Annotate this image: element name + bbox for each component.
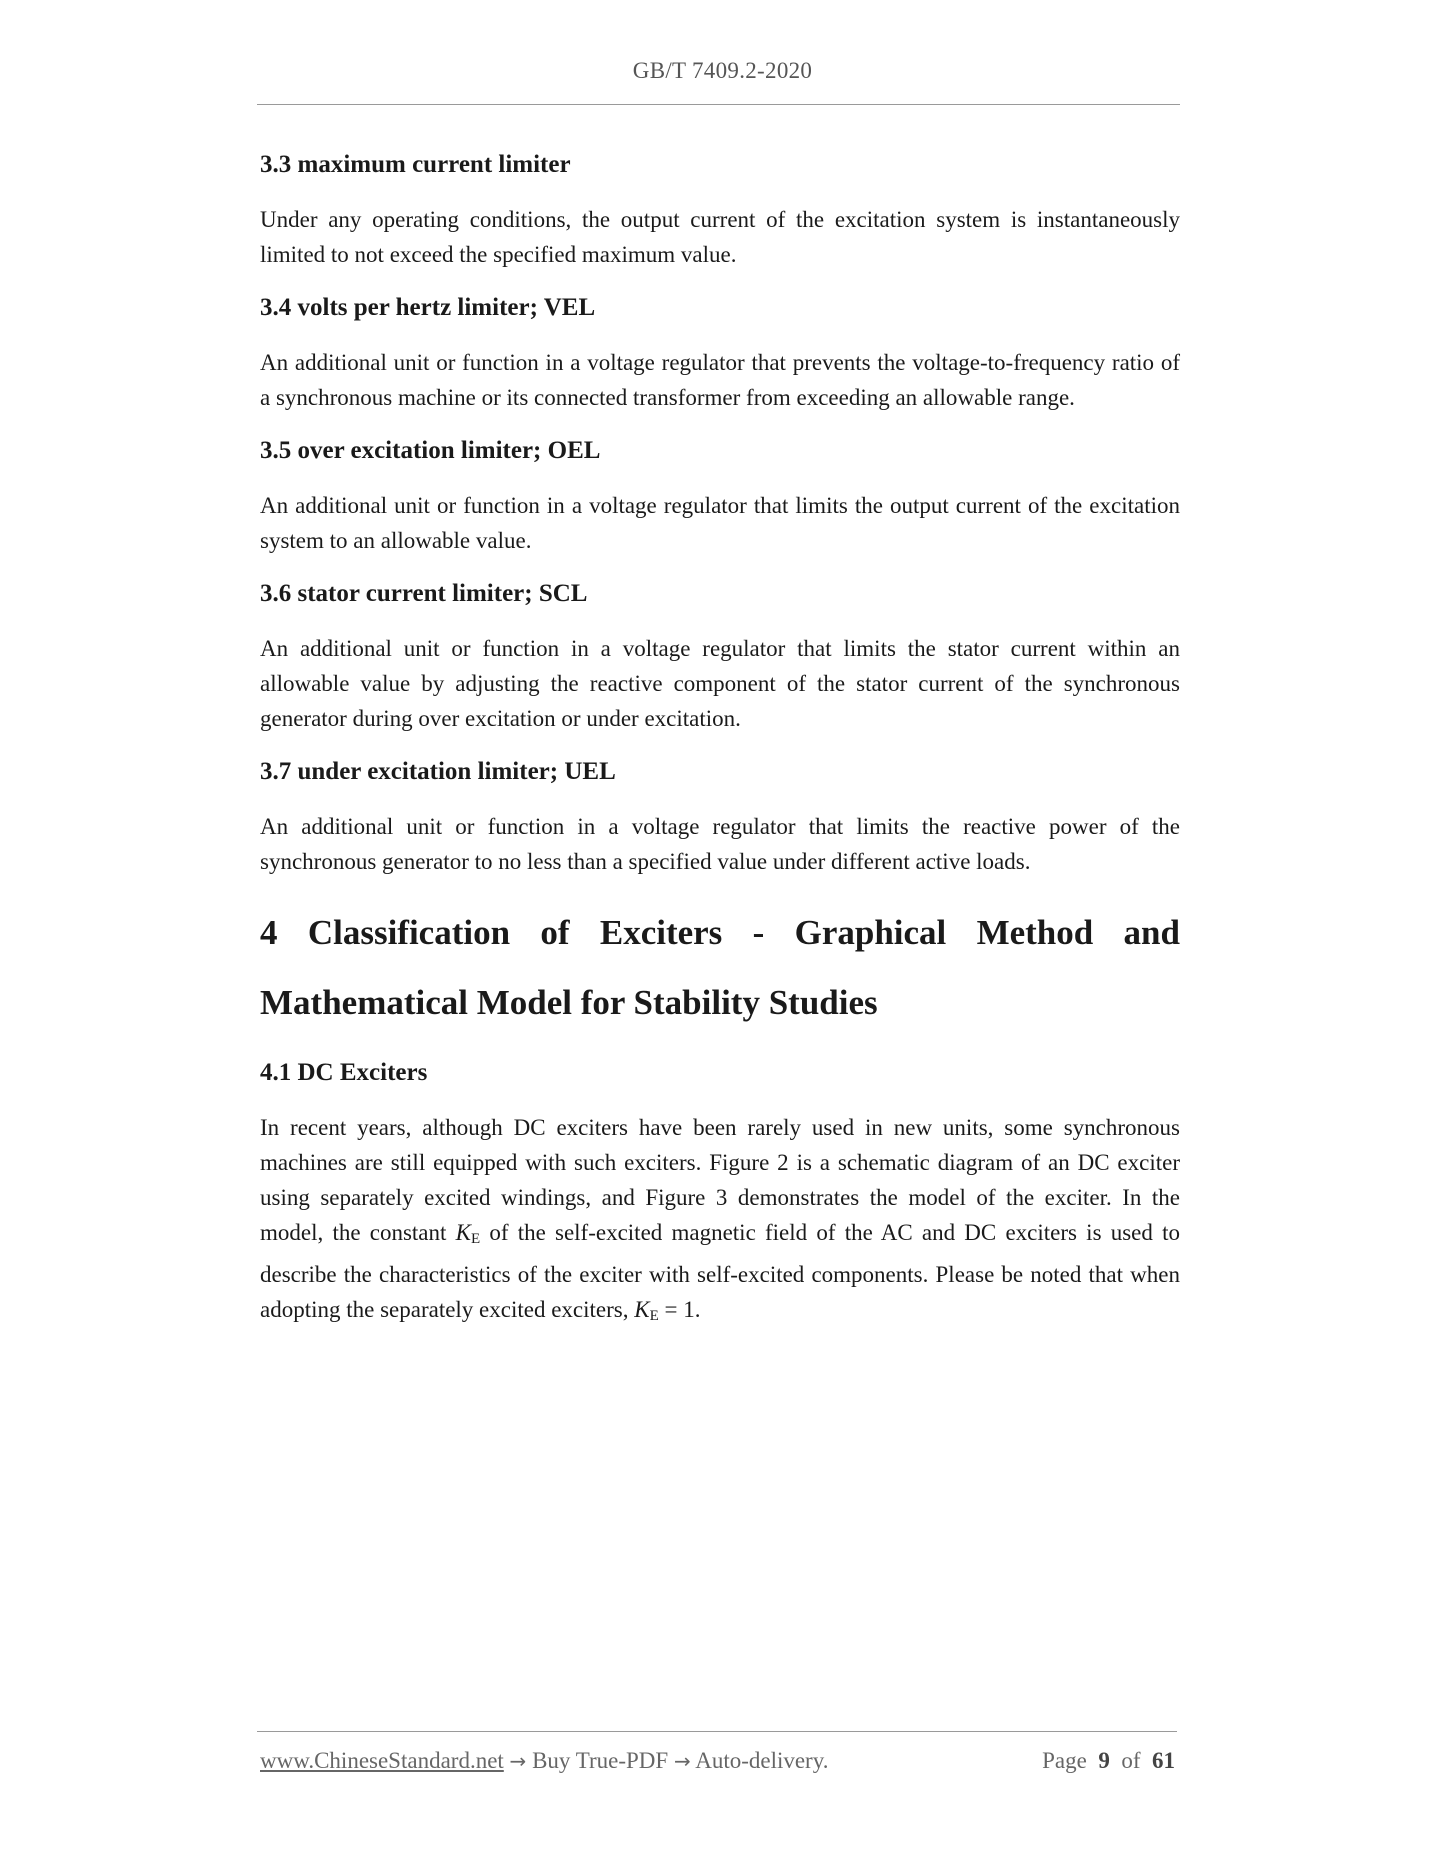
buy-pdf-text: Buy True-PDF xyxy=(532,1748,669,1773)
section-heading: 3.4 volts per hertz limiter; VEL xyxy=(260,294,596,321)
footer-promo xyxy=(260,1748,828,1774)
arrow-right-icon: → xyxy=(509,1749,527,1773)
page-content xyxy=(260,148,1180,1353)
section-3-6 xyxy=(260,577,1180,736)
variable-symbol: K xyxy=(455,1220,471,1245)
section-heading: 3.7 under excitation limiter; UEL xyxy=(260,758,616,785)
section-paragraph xyxy=(260,1110,1180,1334)
section-3-3 xyxy=(260,148,1180,272)
variable-subscript: E xyxy=(649,1308,659,1324)
section-heading: 3.5 over excitation limiter; OEL xyxy=(260,437,601,464)
section-3-7 xyxy=(260,755,1180,879)
header-divider xyxy=(257,104,1180,105)
footer-divider xyxy=(257,1731,1177,1732)
page-of-label: of xyxy=(1121,1748,1141,1773)
paragraph-text: = 1. xyxy=(658,1297,701,1322)
section-heading: 3.6 stator current limiter; SCL xyxy=(260,580,588,607)
page-label: Page xyxy=(1042,1748,1087,1773)
document-id-header: GB/T 7409.2-2020 xyxy=(632,58,813,83)
paragraph-text: of the self-excited magnetic field of the AC and DC exciters is used to describe the characteristics of the exciter with self-excited components. Please be noted that when adopting the separately excited exciters, xyxy=(260,1220,1180,1322)
arrow-right-icon: → xyxy=(673,1749,691,1773)
section-heading: 4.1 DC Exciters xyxy=(260,1059,428,1086)
section-paragraph: An additional unit or function in a voltage regulator that prevents the voltage-to-frequency ratio of a synchronous machine or its connected transformer from exceeding an allowable range. xyxy=(260,350,1180,410)
page-total: 61 xyxy=(1152,1748,1175,1773)
section-paragraph: Under any operating conditions, the output current of the excitation system is instantaneously limited to not exceed the specified maximum value. xyxy=(260,207,1180,267)
section-3-4 xyxy=(260,291,1180,415)
section-paragraph: An additional unit or function in a voltage regulator that limits the reactive power of the synchronous generator to no less than a specified value under different active loads. xyxy=(260,814,1180,874)
page-current: 9 xyxy=(1098,1748,1110,1773)
website-link[interactable]: www.ChineseStandard.net xyxy=(260,1748,504,1773)
auto-delivery-text: Auto-delivery. xyxy=(695,1748,829,1773)
section-paragraph: An additional unit or function in a voltage regulator that limits the stator current within an allowable value by adjusting the reactive component of the stator current of the synchronous generator during over excitation or under excitation. xyxy=(260,636,1180,731)
chapter-heading: 4 Classification of Exciters - Graphical Method and Mathematical Model for Stability Studies xyxy=(260,913,1180,1022)
variable-symbol: K xyxy=(634,1297,650,1322)
section-heading: 3.3 maximum current limiter xyxy=(260,151,571,178)
variable-subscript: E xyxy=(470,1231,481,1247)
section-3-5 xyxy=(260,434,1180,558)
page-number xyxy=(1042,1748,1175,1774)
section-paragraph: An additional unit or function in a voltage regulator that limits the output current of the excitation system to an allowable value. xyxy=(260,493,1180,553)
section-4-1 xyxy=(260,1056,1180,1334)
paragraph-text: In recent years, although DC exciters have been rarely used in new units, some synchronous machines are still equipped with such exciters. Figure 2 is a schematic diagram of an DC exciter using separately excited windings, and Figure 3 demonstrates the model of the exciter. In the model, the constant xyxy=(260,1115,1180,1245)
